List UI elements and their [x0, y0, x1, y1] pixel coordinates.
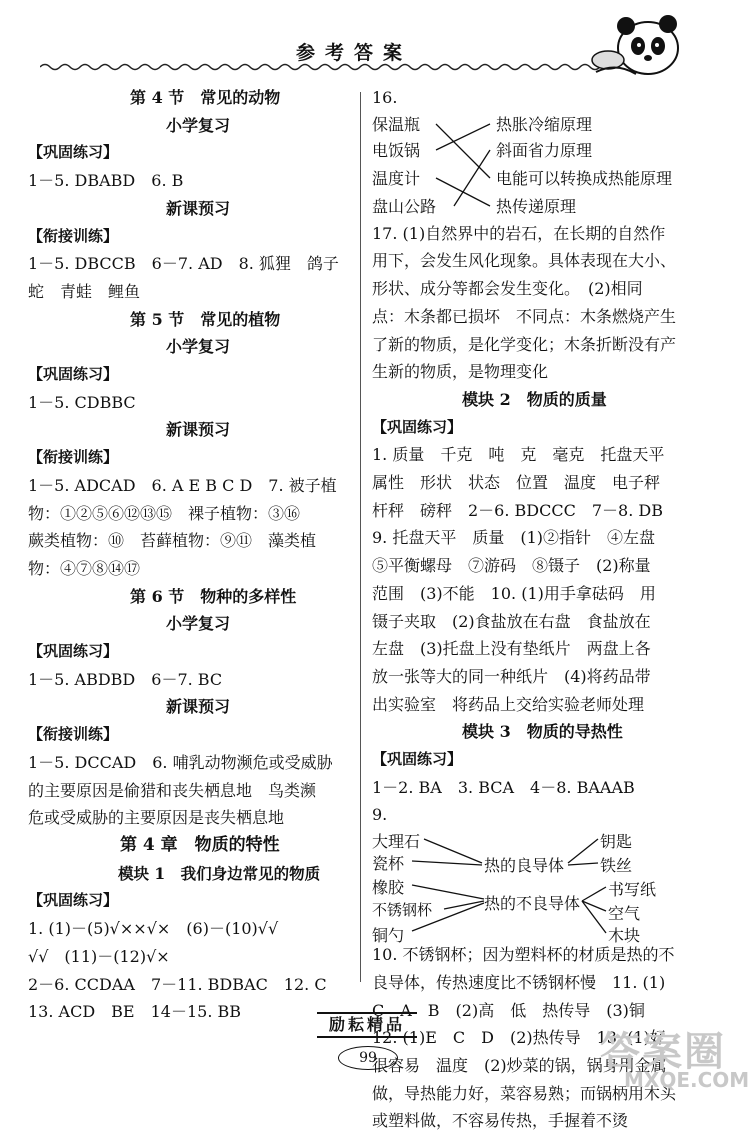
answer-line: 1. (1)－(5)√××√× (6)－(10)√√ [28, 919, 279, 939]
match16-right-item: 热传递原理 [496, 196, 577, 216]
match9-right-item: 空气 [608, 904, 641, 924]
section-heading: 第 4 章 物质的特性 [120, 834, 280, 855]
answer-line: 1－5. DBCCB 6－7. AD 8. 狐狸 鸽子 [28, 254, 339, 274]
section-heading: 新课预习 [166, 198, 231, 218]
answer-line: 1－5. CDBBC [28, 392, 136, 412]
answer-line: 1－5. DCCAD 6. 哺乳动物濒危或受威胁 [28, 752, 333, 772]
answer-line: 危或受威胁的主要原因是丧失栖息地 [28, 808, 285, 828]
match9-right-item: 钥匙 [600, 832, 633, 852]
matching-lines-9 [372, 829, 712, 941]
answer-line: 1－2. BA 3. BCA 4－8. BAAAB [372, 777, 635, 797]
section-heading: 小学复习 [166, 337, 231, 357]
match9-center-item: 热的不良导体 [484, 894, 581, 914]
match9-left-item: 不锈钢杯 [372, 901, 433, 920]
match16-right-item: 热胀冷缩原理 [496, 114, 593, 134]
answer-line: 或塑料做，不容易传热，手握着不烫 [372, 1111, 629, 1131]
answer-line: 16. [372, 88, 398, 107]
answer-line: 生新的物质，是物理变化 [372, 362, 549, 382]
section-tag: 【巩固练习】 [372, 750, 463, 769]
answer-line: 物：④⑦⑧⑭⑰ [28, 558, 141, 578]
answer-line: 9. 托盘天平 质量 (1)②指针 ④左盘 [372, 528, 656, 548]
match9-right-item: 木块 [608, 926, 641, 946]
header-wave-rule [40, 62, 600, 72]
section-heading: 小学复习 [166, 614, 231, 634]
watermark-logo-text: 答案圈 [600, 1029, 726, 1075]
answer-line: 做，导热能力好，菜容易熟；而锅柄用木头 [372, 1083, 677, 1103]
answer-line: 13. ACD BE 14－15. BB [28, 1002, 242, 1022]
answer-line: √√ (11)－(12)√× [28, 946, 170, 966]
matching-diagram-9 [372, 829, 712, 946]
section-heading: 模块 2 物质的质量 [462, 389, 607, 409]
answer-line: 杆秤 磅秤 2－6. BDCCC 7－8. DB [372, 500, 663, 520]
match16-left-item: 盘山公路 [372, 196, 437, 216]
answer-line: 1－5. ABDBD 6－7. BC [28, 669, 223, 689]
match16-left-item: 温度计 [372, 168, 421, 188]
answer-line: 良导体，传热速度比不锈钢杯慢 11. (1) [372, 972, 666, 992]
answer-line: 1－5. DBABD 6. B [28, 171, 184, 191]
answer-line: 左盘 (3)托盘上没有垫纸片 两盘上各 [372, 639, 651, 659]
page-number: 99 [338, 1046, 398, 1070]
answer-line: C A B (2)高 低 热传导 (3)铜 [372, 1000, 645, 1020]
match9-right-item: 书写纸 [608, 880, 657, 900]
section-tag: 【巩固练习】 [28, 143, 119, 162]
section-heading: 第 6 节 物种的多样性 [130, 586, 297, 606]
answer-line: 2－6. CCDAA 7－11. BDBAC 12. C [28, 974, 327, 994]
answer-line: 很容易 温度 (2)炒菜的锅，锅身用金属 [372, 1055, 667, 1075]
matching-diagram-16 [372, 112, 712, 220]
match9-center-item: 热的良导体 [484, 856, 565, 876]
section-heading: 模块 3 物质的导热性 [462, 722, 623, 742]
answer-line: 12. (1)E C D (2)热传导 13. (1)好 [372, 1028, 666, 1048]
section-heading: 第 5 节 常见的植物 [130, 309, 281, 329]
match16-left-item: 保温瓶 [372, 114, 421, 134]
answer-line: ⑤平衡螺母 ⑦游码 ⑧镊子 (2)称量 [372, 556, 651, 576]
answer-line: 的主要原因是偷猎和丧失栖息地 鸟类濒 [28, 780, 317, 800]
match9-right-item: 铁丝 [600, 856, 633, 876]
answer-line: 了新的物质，是化学变化；木条折断没有产 [372, 334, 677, 354]
match9-left-item: 铜勺 [372, 926, 405, 946]
answer-line: 17. (1)自然界中的岩石，在长期的自然作 [372, 223, 666, 243]
section-heading: 模块 1 我们身边常见的物质 [118, 863, 321, 883]
section-tag: 【巩固练习】 [28, 365, 119, 384]
section-tag: 【巩固练习】 [28, 891, 119, 910]
answer-line: 蛇 青蛙 鲤鱼 [28, 281, 141, 301]
answer-line: 物：①②⑤⑥⑫⑬⑮ 裸子植物：③⑯ [28, 503, 301, 523]
answer-line: 镊子夹取 (2)食盐放在右盘 食盐放在 [372, 611, 651, 631]
answer-line: 10. 不锈钢杯；因为塑料杯的材质是热的不 [372, 945, 675, 965]
answer-line: 放一张等大的同一种纸片 (4)将药品带 [372, 666, 651, 686]
page-header [0, 0, 750, 80]
section-tag: 【衔接训练】 [28, 226, 119, 245]
section-tag: 【衔接训练】 [28, 448, 119, 467]
answer-line: 1－5. ADCAD 6. A E B C D 7. 被子植 [28, 475, 337, 495]
answer-line: 用下，会发生风化现象。具体表现在大小、 [372, 251, 677, 271]
column-divider [360, 92, 361, 982]
header-title: 参考答案 [296, 42, 413, 64]
section-heading: 小学复习 [166, 115, 231, 135]
section-tag: 【巩固练习】 [372, 417, 463, 436]
answer-line: 属性 形状 状态 位置 温度 电子秤 [372, 473, 661, 493]
match9-left-item: 橡胶 [372, 878, 405, 898]
answer-line: 范围 (3)不能 10. (1)用手拿砝码 用 [372, 583, 656, 603]
panda-mascot-icon [586, 2, 696, 80]
match16-right-item: 斜面省力原理 [496, 140, 593, 160]
section-tag: 【巩固练习】 [28, 642, 119, 661]
section-heading: 第 4 节 常见的动物 [130, 88, 281, 107]
watermark-url: MXQE.COM [624, 1068, 750, 1092]
answer-line: 出实验室 将药品上交给实验老师处理 [372, 694, 645, 714]
answer-line: 点：木条都已损坏 不同点：木条燃烧产生 [372, 306, 677, 326]
watermark [600, 1020, 750, 1094]
section-heading: 新课预习 [166, 697, 231, 717]
match16-left-item: 电饭锅 [372, 140, 421, 160]
answer-line: 9. [372, 805, 388, 825]
right-column [372, 84, 712, 1135]
left-column [28, 84, 353, 1026]
match9-left-item: 大理石 [372, 832, 421, 852]
section-tag: 【衔接训练】 [28, 725, 119, 744]
footer-brand: 励耘精品 [317, 1012, 417, 1038]
section-heading: 新课预习 [166, 420, 231, 440]
match16-right-item: 电能可以转换成热能原理 [496, 168, 673, 188]
answer-line: 形状、成分等都会发生变化。 (2)相同 [372, 279, 643, 299]
match9-left-item: 瓷杯 [372, 854, 405, 874]
answer-line: 蕨类植物：⑩ 苔藓植物：⑨⑪ 藻类植 [28, 531, 317, 551]
answer-line: 1. 质量 千克 吨 克 毫克 托盘天平 [372, 445, 665, 465]
